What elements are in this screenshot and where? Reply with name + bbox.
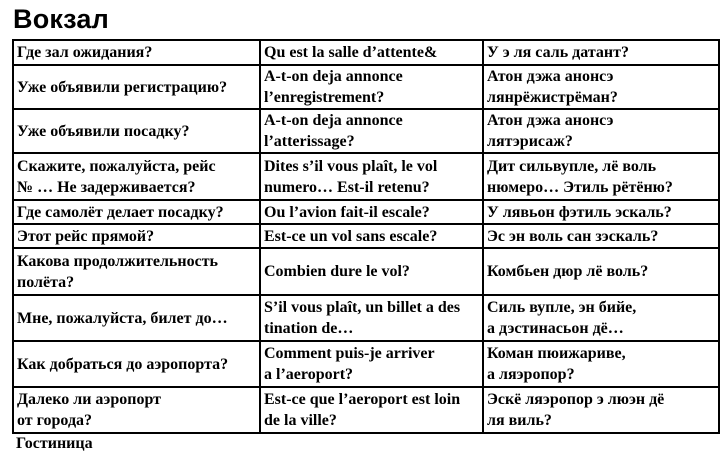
table-row (13, 153, 719, 200)
table-row (13, 109, 719, 153)
french-phrase-cell: Comment puis-je arriver a l’aeroport? (260, 341, 483, 387)
transliteration-cell: У лявьон фэтиль эскаль? (483, 200, 719, 224)
phrase-table-body (13, 40, 719, 433)
next-section-heading-cropped (16, 430, 136, 452)
russian-phrase-cell: Скажите, пожалуйста, рейс № … Не задерживается? (13, 153, 260, 200)
table-row (13, 40, 719, 65)
transliteration-cell: Комбьен дюр лё воль? (483, 248, 719, 295)
transliteration-cell: Эскё ляэропор э люэн дё ля виль? (483, 387, 719, 433)
transliteration-cell: Силь вупле, эн бийе, а дэстинасьон дё… (483, 295, 719, 341)
russian-phrase-cell: Этот рейс прямой? (13, 224, 260, 248)
french-phrase-cell: A-t-on deja annonce l’atterissage? (260, 109, 483, 153)
french-phrase-cell: S’il vous plaît, un billet a des tination de… (260, 295, 483, 341)
french-phrase-cell: Dites s’il vous plaît, le vol numero… Est-il retenu? (260, 153, 483, 200)
russian-phrase-cell: Как добраться до аэропорта? (13, 341, 260, 387)
russian-phrase-cell: Уже объявили посадку? (13, 109, 260, 153)
russian-phrase-cell: Уже объявили регистрацию? (13, 65, 260, 109)
russian-phrase-cell: Где самолёт делает посадку? (13, 200, 260, 224)
table-row (13, 341, 719, 387)
page-title: Вокзал (13, 4, 109, 34)
french-phrase-cell: Est-ce un vol sans escale? (260, 224, 483, 248)
table-row (13, 200, 719, 224)
table-row (13, 65, 719, 109)
french-phrase-cell: Qu est la salle d’attente& (260, 40, 483, 65)
table-row (13, 387, 719, 433)
french-phrase-cell: Est-ce que l’aeroport est loin de la ville? (260, 387, 483, 433)
transliteration-cell: Атон дэжа анонсэ лятэрисаж? (483, 109, 719, 153)
french-phrase-cell: Ou l’avion fait-il escale? (260, 200, 483, 224)
russian-phrase-cell: Где зал ожидания? (13, 40, 260, 65)
transliteration-cell: У э ля саль датант? (483, 40, 719, 65)
phrase-table (12, 39, 720, 434)
table-row (13, 224, 719, 248)
russian-phrase-cell: Какова продолжительность полёта? (13, 248, 260, 295)
russian-phrase-cell: Мне, пожалуйста, билет до… (13, 295, 260, 341)
french-phrase-cell: A-t-on deja annonce l’enregistrement? (260, 65, 483, 109)
french-phrase-cell: Combien dure le vol? (260, 248, 483, 295)
table-row (13, 295, 719, 341)
transliteration-cell: Атон дэжа анонсэ лянрёжистрёман? (483, 65, 719, 109)
transliteration-cell: Коман пюижариве, а ляэропор? (483, 341, 719, 387)
russian-phrase-cell: Далеко ли аэропорт от города? (13, 387, 260, 433)
table-row (13, 248, 719, 295)
transliteration-cell: Дит сильвупле, лё воль нюмеро… Этиль рётёню? (483, 153, 719, 200)
transliteration-cell: Эс эн воль сан зэскаль? (483, 224, 719, 248)
next-section-heading-text: Гостиница (16, 435, 93, 452)
